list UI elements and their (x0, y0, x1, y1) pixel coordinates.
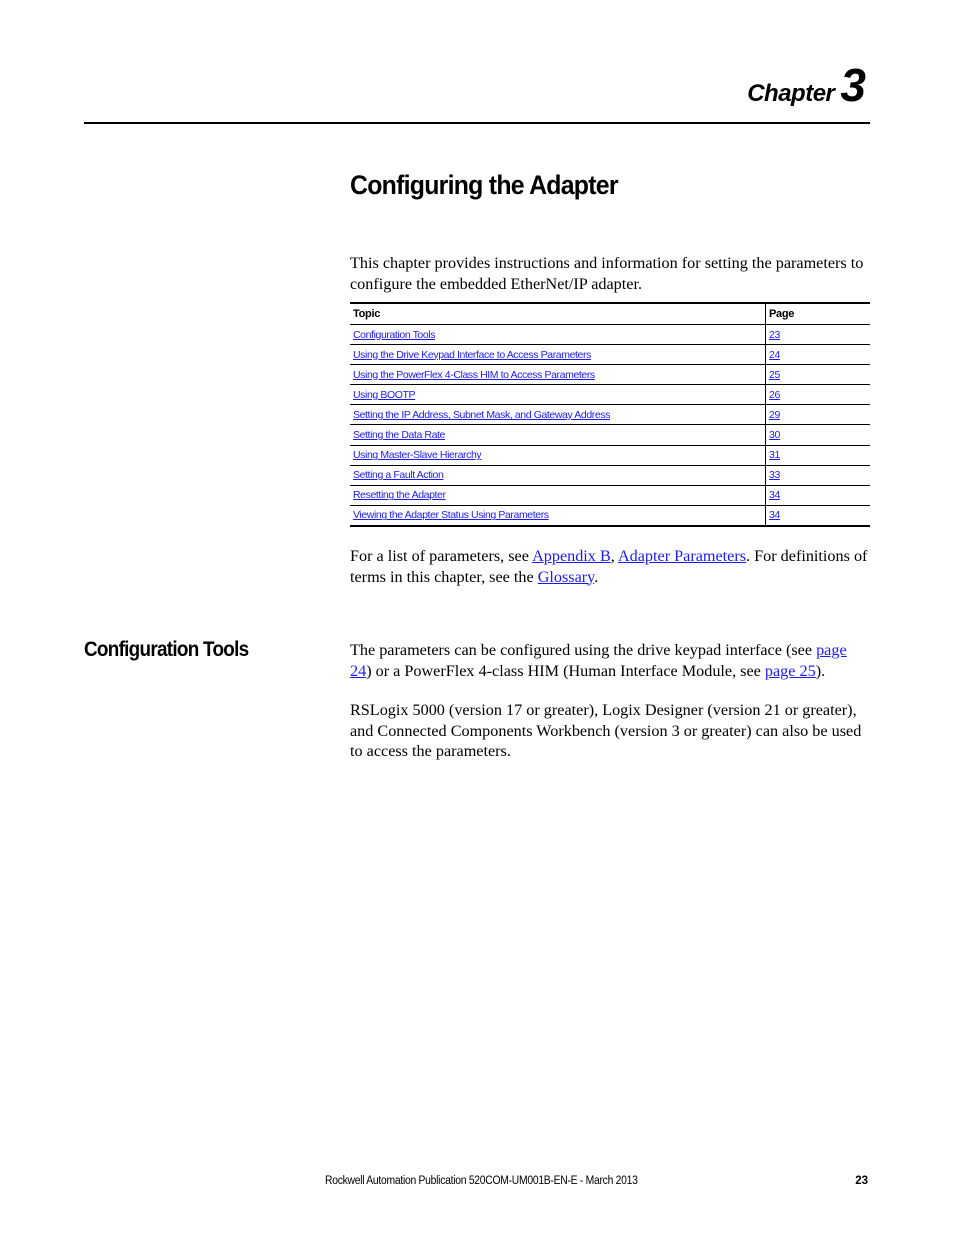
table-row (350, 345, 870, 365)
topic-link[interactable]: Using the Drive Keypad Interface to Access Parameters (353, 348, 591, 361)
table-row (350, 325, 870, 345)
page-25-link[interactable]: page 25 (764, 661, 816, 680)
tools-paragraph-1: The parameters can be configured using the drive keypad interface (see page 24) or a PowerFlex 4-class HIM (Human Interface Module, see page 25). (350, 641, 847, 680)
page-link[interactable]: 26 (769, 388, 780, 401)
section-heading: Configuration Tools (84, 638, 249, 661)
footer-page-number: 23 (855, 1175, 868, 1187)
topic-table (350, 302, 870, 527)
page-link[interactable]: 33 (769, 469, 780, 482)
header-rule (84, 122, 870, 124)
topic-link[interactable]: Configuration Tools (353, 328, 436, 341)
table-row (350, 405, 870, 425)
page-link[interactable]: 29 (769, 408, 780, 421)
page-link[interactable]: 31 (769, 449, 780, 462)
parameters-paragraph: For a list of parameters, see Appendix B, Adapter Parameters. For definitions of terms in this chapter, see the Glossary. (350, 547, 868, 586)
page-link[interactable]: 25 (769, 368, 780, 381)
intro-paragraph: This chapter provides instructions and information for setting the parameters to configure the embedded EtherNet/IP adapter. (350, 254, 864, 293)
topic-table-header (350, 303, 870, 325)
table-row (350, 365, 870, 385)
chapter-label: Chapter (747, 80, 835, 107)
topic-link[interactable]: Setting the IP Address, Subnet Mask, and Gateway Address (353, 408, 610, 421)
topic-link[interactable]: Using the PowerFlex 4-Class HIM to Access Parameters (353, 368, 595, 381)
glossary-link[interactable]: Glossary (537, 567, 595, 586)
topic-link[interactable]: Using BOOTP (353, 388, 416, 401)
adapter-parameters-link[interactable]: Adapter Parameters (617, 547, 747, 565)
footer-publication: Rockwell Automation Publication 520COM-UM001B-EN-E - March 2013 (325, 1175, 638, 1187)
page-link[interactable]: 23 (769, 328, 780, 341)
table-row (350, 505, 870, 526)
page-title: Configuring the Adapter (350, 170, 618, 200)
page-24-link[interactable]: page 24 (350, 641, 847, 680)
table-row (350, 385, 870, 405)
topic-link[interactable]: Resetting the Adapter (353, 489, 446, 502)
page-link[interactable]: 34 (769, 489, 780, 502)
table-row (350, 465, 870, 485)
table-row (350, 445, 870, 465)
topic-link[interactable]: Setting a Fault Action (353, 469, 444, 482)
page-link[interactable]: 24 (769, 348, 780, 361)
chapter-number: 3 (840, 59, 866, 111)
table-row (350, 425, 870, 445)
topic-link[interactable]: Using Master-Slave Hierarchy (353, 449, 482, 462)
page-link[interactable]: 30 (769, 429, 780, 442)
topic-column-header: Topic (350, 303, 766, 325)
chapter-heading (747, 59, 866, 111)
tools-paragraph-2: RSLogix 5000 (version 17 or greater), Logix Designer (version 21 or greater), and Connected Components Workbench (version 3 or greater) can also be used to access the parameters. (350, 701, 862, 760)
table-row (350, 485, 870, 505)
topic-link[interactable]: Setting the Data Rate (353, 429, 445, 442)
page-column-header: Page (766, 303, 871, 325)
topic-link[interactable]: Viewing the Adapter Status Using Parameters (353, 509, 549, 522)
appendix-b-link[interactable]: Appendix B (532, 547, 611, 565)
page-link[interactable]: 34 (769, 509, 780, 522)
